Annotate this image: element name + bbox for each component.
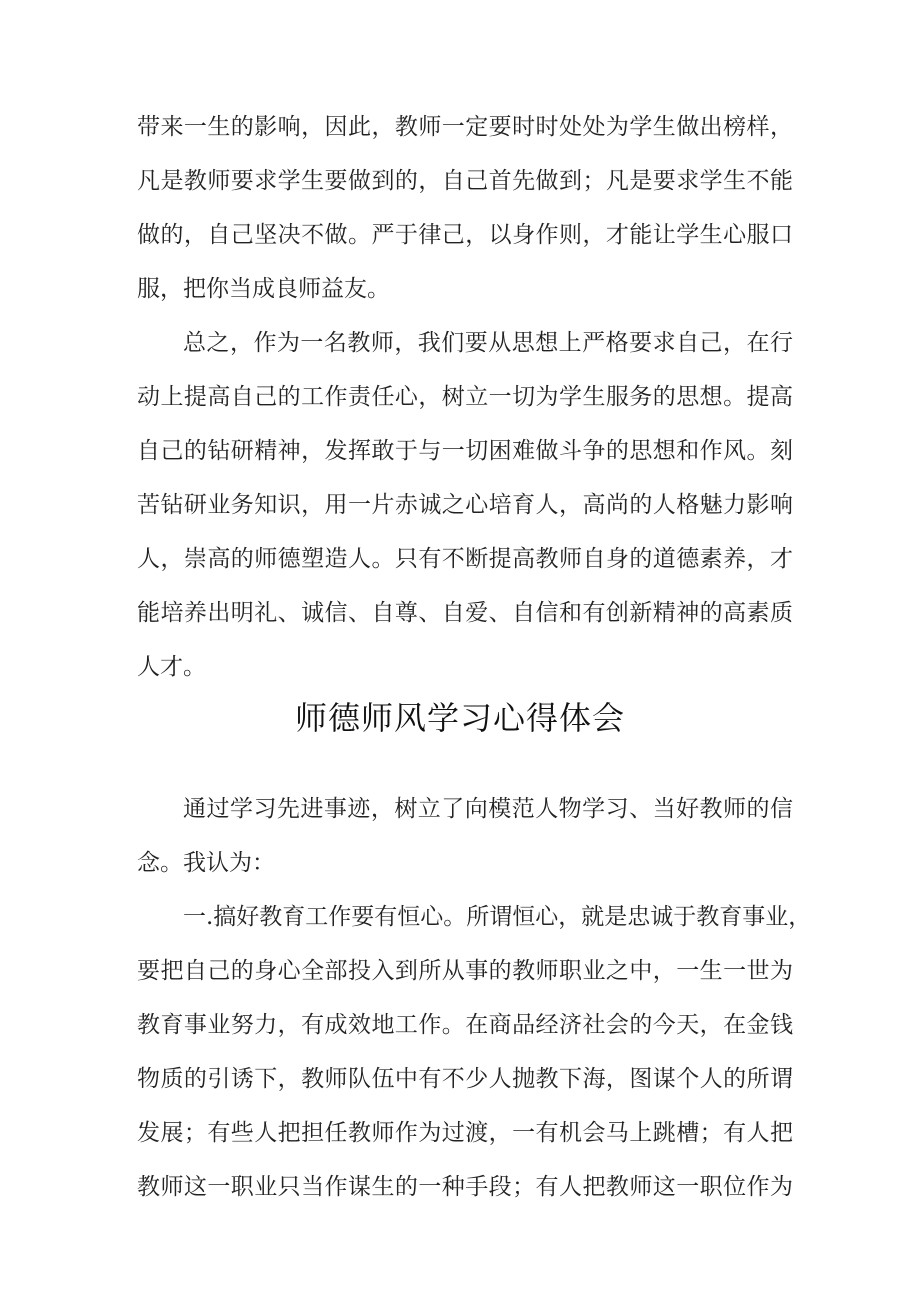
text-line: 自己的钻研精神，发挥敢于与一切困难做斗争的思想和作风。刻 [137,438,793,464]
text-line: 凡是教师要求学生要做到的，自己首先做到；凡是要求学生不能 [137,168,793,194]
text-line: 念。我认为： [137,850,275,876]
paragraph [137,100,793,316]
text-line: 教育事业努力，有成效地工作。在商品经济社会的今天，在金钱 [137,1012,793,1038]
text-line: 人才。 [137,654,206,680]
text-line: 发展；有些人把担任教师作为过渡，一有机会马上跳槽；有人把 [137,1120,793,1146]
text-line: 总之，作为一名教师，我们要从思想上严格要求自己，在行 [183,330,793,356]
text-line: 物质的引诱下，教师队伍中有不少人抛教下海，图谋个人的所谓 [137,1066,793,1092]
text-line: 做的，自己坚决不做。严于律己，以身作则，才能让学生心服口 [137,222,793,248]
text-line: 通过学习先进事迹，树立了向模范人物学习、当好教师的信 [183,796,793,822]
bottom-section [137,782,812,1214]
text-line: 能培养出明礼、诚信、自尊、自爱、自信和有创新精神的高素质 [137,600,793,626]
paragraph [137,316,793,694]
text-line: 人，崇高的师德塑造人。只有不断提高教师自身的道德素养，才 [137,546,793,572]
top-section [137,100,793,694]
section-title: 师德师风学习心得体会 [294,699,625,737]
text-line: 要把自己的身心全部投入到所从事的教师职业之中，一生一世为 [137,958,793,984]
text-line: 服，把你当成良师益友。 [137,276,390,302]
text-line: 教师这一职业只当作谋生的一种手段；有人把教师这一职位作为 [137,1174,793,1200]
text-line: 一.搞好教育工作要有恒心。所谓恒心，就是忠诚于教育事业， [183,904,812,930]
text-line: 动上提高自己的工作责任心，树立一切为学生服务的思想。提高 [137,384,793,410]
paragraph [137,890,812,1214]
text-line: 苦钻研业务知识，用一片赤诚之心培育人，高尚的人格魅力影响 [137,492,793,518]
paragraph [137,782,793,890]
text-line: 带来一生的影响，因此，教师一定要时时处处为学生做出榜样， [137,114,793,140]
